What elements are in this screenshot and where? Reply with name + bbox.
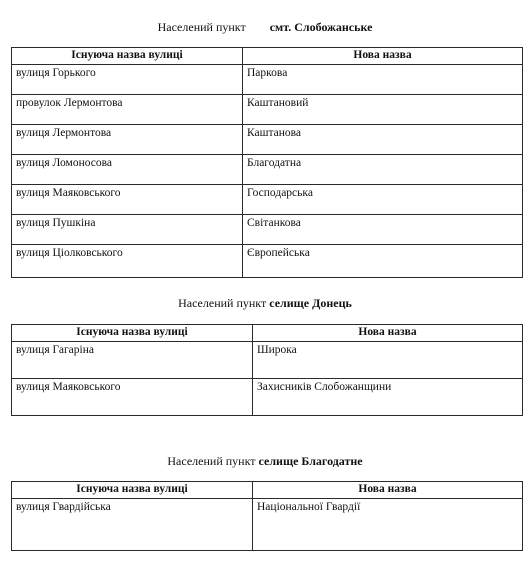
new-street-name: Каштановий [243,95,523,125]
existing-street-name: вулиця Горького [12,65,243,95]
rename-table-donets [11,324,523,416]
new-street-name: Широка [253,342,523,379]
existing-street-name: вулиця Ціолковського [12,245,243,278]
existing-street-name: вулиця Гвардійська [12,499,253,551]
existing-street-name: провулок Лермонтова [12,95,243,125]
existing-street-name: вулиця Маяковського [12,379,253,416]
table-header-row [12,325,523,342]
heading-prefix: Населений пункт [178,296,267,310]
new-street-name: Благодатна [243,155,523,185]
existing-street-name: вулиця Лермонтова [12,125,243,155]
existing-street-name: вулиця Маяковського [12,185,243,215]
new-street-name: Національної Гвардії [253,499,523,551]
column-header-new-name: Нова назва [243,48,523,65]
table-row [12,155,523,185]
table-row [12,95,523,125]
column-header-existing-name: Існуюча назва вулиці [12,482,253,499]
section-heading-donets [0,296,530,311]
section-heading-slobozhanske [0,20,530,35]
new-street-name: Захисників Слобожанщини [253,379,523,416]
table-row [12,125,523,155]
table-row [12,65,523,95]
table-row [12,185,523,215]
new-street-name: Європейська [243,245,523,278]
existing-street-name: вулиця Гагаріна [12,342,253,379]
new-street-name: Каштанова [243,125,523,155]
table-row [12,245,523,278]
heading-settlement-name: селище Донець [269,296,352,310]
new-street-name: Паркова [243,65,523,95]
table-row [12,342,523,379]
table-row [12,379,523,416]
table-header-row [12,482,523,499]
heading-prefix: Населений пункт [167,454,256,468]
heading-settlement-name: селище Благодатне [258,454,363,468]
existing-street-name: вулиця Ломоносова [12,155,243,185]
rename-table-slobozhanske [11,47,523,278]
new-street-name: Світанкова [243,215,523,245]
column-header-existing-name: Існуюча назва вулиці [12,325,253,342]
existing-street-name: вулиця Пушкіна [12,215,243,245]
column-header-existing-name: Існуюча назва вулиці [12,48,243,65]
rename-table-blahodatne [11,481,523,551]
column-header-new-name: Нова назва [253,325,523,342]
heading-prefix: Населений пункт [157,20,246,34]
table-row [12,499,523,551]
table-row [12,215,523,245]
section-heading-blahodatne [0,454,530,469]
new-street-name: Господарська [243,185,523,215]
column-header-new-name: Нова назва [253,482,523,499]
heading-settlement-name: смт. Слобожанське [269,20,373,34]
table-header-row [12,48,523,65]
